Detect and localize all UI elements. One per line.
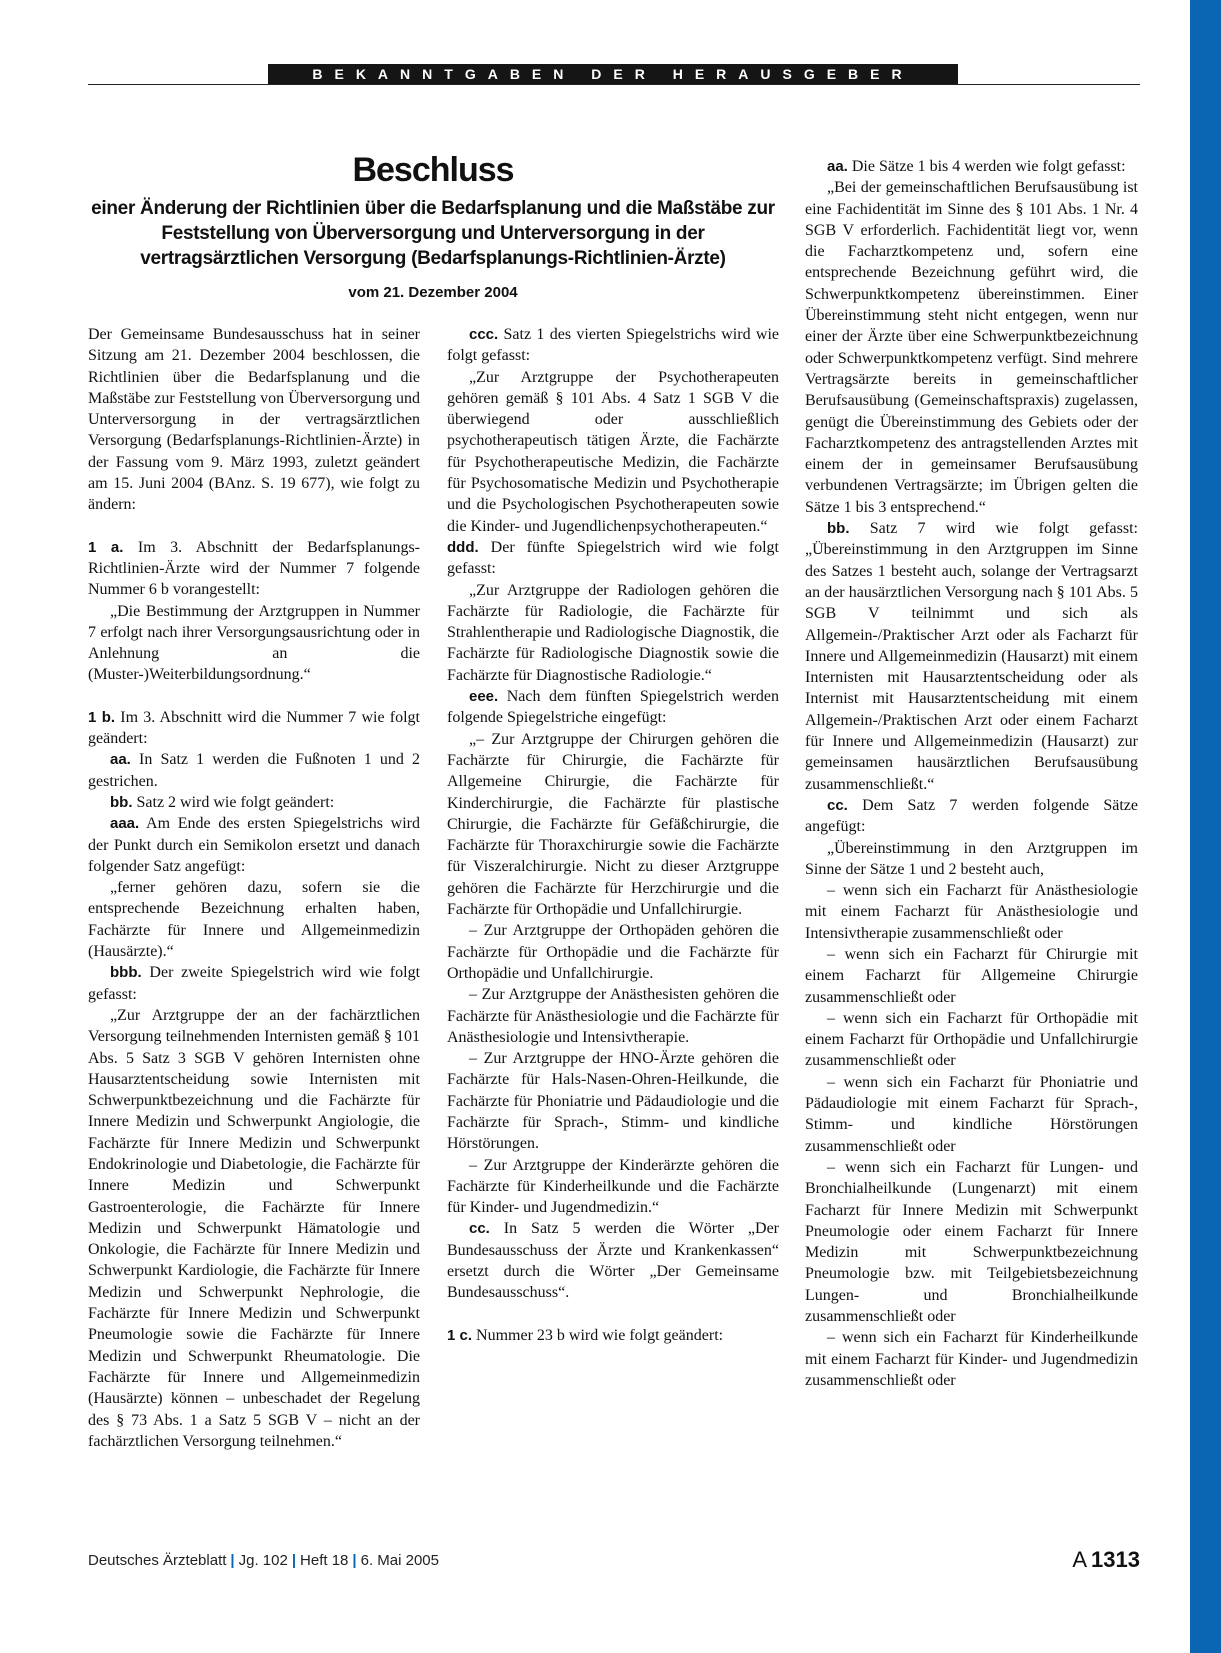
header-rule (88, 84, 1140, 85)
journal-issue: Heft 18 (300, 1552, 349, 1569)
quote-eee-hno: – Zur Arztgruppe der HNO-Ärzte gehören die Fachärzte für Hals-Nasen-Ohren-Heilkunde, die Fachärzte für Phoniatrie und Pädaudiologie und die Fachärzte für Sprach-, Stimm- und kindliche Hörstörungen. (447, 1050, 779, 1153)
intro-paragraph: Der Gemeinsame Bundesausschuss hat in seiner Sitzung am 21. Dezember 2004 beschlossen, die Richtlinien über die Bedarfsplanung und die Maßstäbe zur Feststellung von Überversorgung und Unterversorgung in der vertragsärztlichen Versorgung (Bedarfsplanungs-Richtlinien-Ärzte) in der Fassung vom 9. März 1993, zuletzt geändert am 15. Juni 2004 (BAnz. S. 19 677), wie folgt zu ändern: (88, 326, 420, 514)
quote-eee-kinderaerzte: – Zur Arztgruppe der Kinderärzte gehören die Fachärzte für Kinderheilkunde und die Fachärzte für Kinder- und Jugendmedizin.“ (447, 1156, 779, 1217)
quote-1a: „Die Bestimmung der Arztgruppen in Nummer 7 erfolgt nach ihrer Versorgungsausrichtung oder in Anlehnung an die (Muster-)Weiterbildungsordnung.“ (88, 602, 420, 684)
journal-volume: Jg. 102 (238, 1552, 288, 1569)
paragraph-cc: cc. In Satz 5 werden die Wörter „Der Bundesausschuss der Ärzte und Krankenkassen“ ersetzt durch die Wörter „Der Gemeinsame Bundesausschuss“. (447, 1220, 780, 1302)
quote-bbb: „Zur Arztgruppe der an der fachärztlichen Versorgung teilnehmenden Internisten gemäß § 101 Abs. 5 Satz 3 SGB V gehören Internisten ohne Hausarztentscheidung sowie Internisten mit Schwerpunktbezeichnung und die Fachärzte für Innere Medizin und Schwerpunkt Angiologie, die Fachärzte für Innere Medizin und Schwerpunkt Endokrinologie und Diabetologie, die Fachärzte für Innere Medizin und Schwerpunkt Gastroenterologie, die Fachärzte für Innere Medizin und Schwerpunkt Hämatologie und Onkologie, die Fachärzte für Innere Medizin und Schwerpunkt Kardiologie, die Fachärzte für Innere Medizin und Schwerpunkt Nephrologie, die Fachärzte für Innere Medizin und Schwerpunkt Pneumologie sowie die Fachärzte für Innere Medizin und Schwerpunkt Rheumatologie. Die Fachärzte für Innere und Allgemeinmedizin (Hausärzte) können – unbeschadet der Regelung des § 73 Abs. 1 a Satz 5 SGB V – nicht an der fachärztlichen Versorgung teilnehmen.“ (88, 1006, 420, 1450)
quote-cc-lungen: – wenn sich ein Facharzt für Lungen- und Bronchialheilkunde (Lungenarzt) mit einem Facharzt für Innere Medizin mit Schwerpunkt Pneumologie oder einem Facharzt für Innere Medizin mit Schwerpunktbezeichnung Pneumologie bzw. mit Teilgebietsbezeichnung Lungen- und Bronchialheilkunde zusammenschließt oder (805, 1158, 1138, 1326)
paragraph-aa-23b: aa. Die Sätze 1 bis 4 werden wie folgt gefasst: (827, 158, 1126, 175)
paragraph-aa: aa. In Satz 1 werden die Fußnoten 1 und 2 gestrichen. (88, 751, 421, 790)
paragraph-cc-23b: cc. Dem Satz 7 werden folgende Sätze angefügt: (805, 796, 1138, 836)
column-1 (88, 324, 420, 1452)
quote-cc-phoniatrie: – wenn sich ein Facharzt für Phoniatrie und Pädaudiologie mit einem Facharzt für Sprach-, Stimm- und kindliche Hörstörungen zusammenschließt oder (805, 1073, 1138, 1155)
quote-eee-anaesthesisten: – Zur Arztgruppe der Anästhesisten gehören die Fachärzte für Anästhesiologie und die Fachärzte für Anästhesiologie und Intensivtherapie. (447, 986, 779, 1046)
side-color-bar (1190, 0, 1221, 1653)
quote-cc-orthopaedie: – wenn sich ein Facharzt für Orthopädie mit einem Facharzt für Orthopädie und Unfallchirurgie zusammenschließt oder (805, 1009, 1138, 1070)
quote-eee-chirurgen: „– Zur Arztgruppe der Chirurgen gehören die Fachärzte für Chirurgie, die Fachärzte für Allgemeine Chirurgie, die Fachärzte für Kinderchirurgie, die Fachärzte für plastische Chirurgie, die Fachärzte für Gefäßchirurgie, die Fachärzte für Thoraxchirurgie sowie die Fachärzte für Viszeralchirurgie. Nicht zu dieser Arztgruppe gehören die Fachärzte für Herzchirurgie und die Fachärzte für Orthopädie und Unfallchirurgie. (447, 730, 779, 919)
label-1b: 1 b. (88, 708, 116, 726)
journal-date: 6. Mai 2005 (360, 1552, 439, 1569)
page-number-value: 1313 (1091, 1547, 1140, 1572)
section-header: BEKANNTGABEN DER HERAUSGEBER (268, 64, 958, 84)
column-2 (447, 324, 779, 1346)
document-date: vom 21. Dezember 2004 (348, 284, 518, 301)
quote-ccc: „Zur Arztgruppe der Psychotherapeuten gehören gemäß § 101 Abs. 4 Satz 1 SGB V die überwiegend oder ausschließlich psychotherapeutisch tätigen Ärzte, die Fachärzte für Psychotherapeutische Medizin, die Fachärzte für Psychosomatische Medizin und Psychotherapie und die Psychologischen Psychotherapeuten sowie die Kinder- und Jugendlichenpsychotherapeuten.“ (447, 368, 779, 535)
title-block (88, 148, 778, 303)
quote-cc-anaesthesiologie: – wenn sich ein Facharzt für Anästhesiologie mit einem Facharzt für Anästhesiologie und Intensivtherapie zusammenschließt oder (805, 882, 1138, 942)
quote-aaa: „ferner gehören dazu, sofern sie die entsprechende Bezeichnung erhalten haben, Fachärzte für Innere und Allgemeinmedizin (Hausärzte).“ (88, 879, 420, 961)
quote-cc-chirurgie: – wenn sich ein Facharzt für Chirurgie mit einem Facharzt für Allgemeine Chirurgie zusammenschließt oder (805, 945, 1138, 1006)
page-footer (88, 1547, 1140, 1573)
paragraph-bb: bb. Satz 2 wird wie folgt geändert: (110, 793, 335, 811)
quote-ddd: „Zur Arztgruppe der Radiologen gehören die Fachärzte für Radiologie, die Fachärzte für Strahlentherapie und Radiologische Diagnostik, die Fachärzte für Radiologische Diagnostik sowie die Fachärzte für Diagnostische Radiologie.“ (447, 581, 779, 684)
paragraph-ccc: ccc. Satz 1 des vierten Spiegelstrichs wird wie folgt gefasst: (447, 326, 779, 365)
column-3 (805, 156, 1138, 1391)
document-title: Beschluss (352, 151, 514, 189)
paragraph-bb-23b: bb. Satz 7 wird wie folgt gefasst: „Übereinstimmung in den Arztgruppen im Sinne des Satzes 1 besteht auch, solange der Vertragsarzt an der hausärztlichen Versorgung nach § 101 Abs. 5 SGB V teilnimmt und sich als Allgemein-/Praktischer Arzt oder als Facharzt für Innere und Allgemeinmedizin (Hausarzt) mit einem Internisten mit Hausarztentscheidung oder als Internist mit Hausarztentscheidung mit einem Allgemein-/Praktischen Arzt oder einem Facharzt für Innere und Allgemeinmedizin (Hausarzt) zur gemeinsamen hausärztlichen Berufsausübung zusammenschließt.“ (805, 520, 1139, 793)
paragraph-eee: eee. Nach dem fünften Spiegelstrich werden folgende Spiegelstriche eingefügt: (447, 688, 779, 727)
label-1c: 1 c. (447, 1326, 473, 1344)
quote-eee-orthopaeden: – Zur Arztgruppe der Orthopäden gehören die Fachärzte für Orthopädie und die Fachärzte für Orthopädie und Unfallchirurgie. (447, 922, 779, 982)
journal-name: Deutsches Ärzteblatt (88, 1552, 227, 1569)
paragraph-1a: 1 a. Im 3. Abschnitt der Bedarfsplanungs-Richtlinien-Ärzte wird der Nummer 7 folgende Nummer 6 b vorangestellt: (88, 538, 420, 599)
paragraph-1b: 1 b. Im 3. Abschnitt wird die Nummer 7 wie folgt geändert: (88, 708, 421, 748)
quote-cc-intro: „Übereinstimmung in den Arztgruppen im Sinne der Sätze 1 und 2 besteht auch, (805, 839, 1138, 878)
paragraph-ddd: ddd. Der fünfte Spiegelstrich wird wie folgt gefasst: (447, 538, 780, 578)
document-subtitle: einer Änderung der Richtlinien über die Bedarfsplanung und die Maßstäbe zur Feststellung von Überversorgung und Unterversorgung in der vertragsärztlichen Versorgung (Bedarfsplanungs-Richtlinien-Ärzte) (91, 198, 775, 269)
footer-citation: Deutsches Ärzteblatt | Jg. 102 | Heft 18 | 6. Mai 2005 (88, 1552, 439, 1569)
page-section: A (1072, 1547, 1088, 1572)
quote-aa-23b: „Bei der gemeinschaftlichen Berufsausübung ist eine Fachidentität im Sinne des § 101 Abs. 1 Nr. 4 SGB V erforderlich. Fachidentität liegt vor, wenn die Facharztkompetenz und, sofern eine entsprechende Bezeichnung geführt wird, die Schwerpunktkompetenz übereinstimmen. Einer Übereinstimmung steht nicht entgegen, wenn nur einer der Ärzte über eine Schwerpunktbezeichnung oder Schwerpunktkompetenz verfügt. Sind mehrere Vertragsärzte bereits in gemeinschaftlicher Berufsausübung (Gemeinschaftspraxis) zugelassen, genügt die Übereinstimmung des Gebiets oder der Facharztkompetenz des antragstellenden Arztes mit einem der in gemeinsamer Berufsausübung verbundenen Vertragsärzte; im Übrigen gelten die Sätze 1 bis 3 entsprechend.“ (805, 179, 1138, 516)
label-1a: 1 a. (88, 538, 124, 556)
paragraph-bbb: bbb. Der zweite Spiegelstrich wird wie folgt gefasst: (88, 964, 421, 1003)
quote-cc-kinderheilkunde: – wenn sich ein Facharzt für Kinderheilkunde mit einem Facharzt für Kinder- und Jugendmedizin zusammenschließt oder (805, 1329, 1138, 1389)
paragraph-aaa: aaa. Am Ende des ersten Spiegelstrichs wird der Punkt durch ein Semikolon ersetzt und danach folgender Satz angefügt: (88, 815, 420, 875)
page-number (1072, 1547, 1140, 1573)
paragraph-1c: 1 c. Nummer 23 b wird wie folgt geändert: (447, 1326, 724, 1344)
